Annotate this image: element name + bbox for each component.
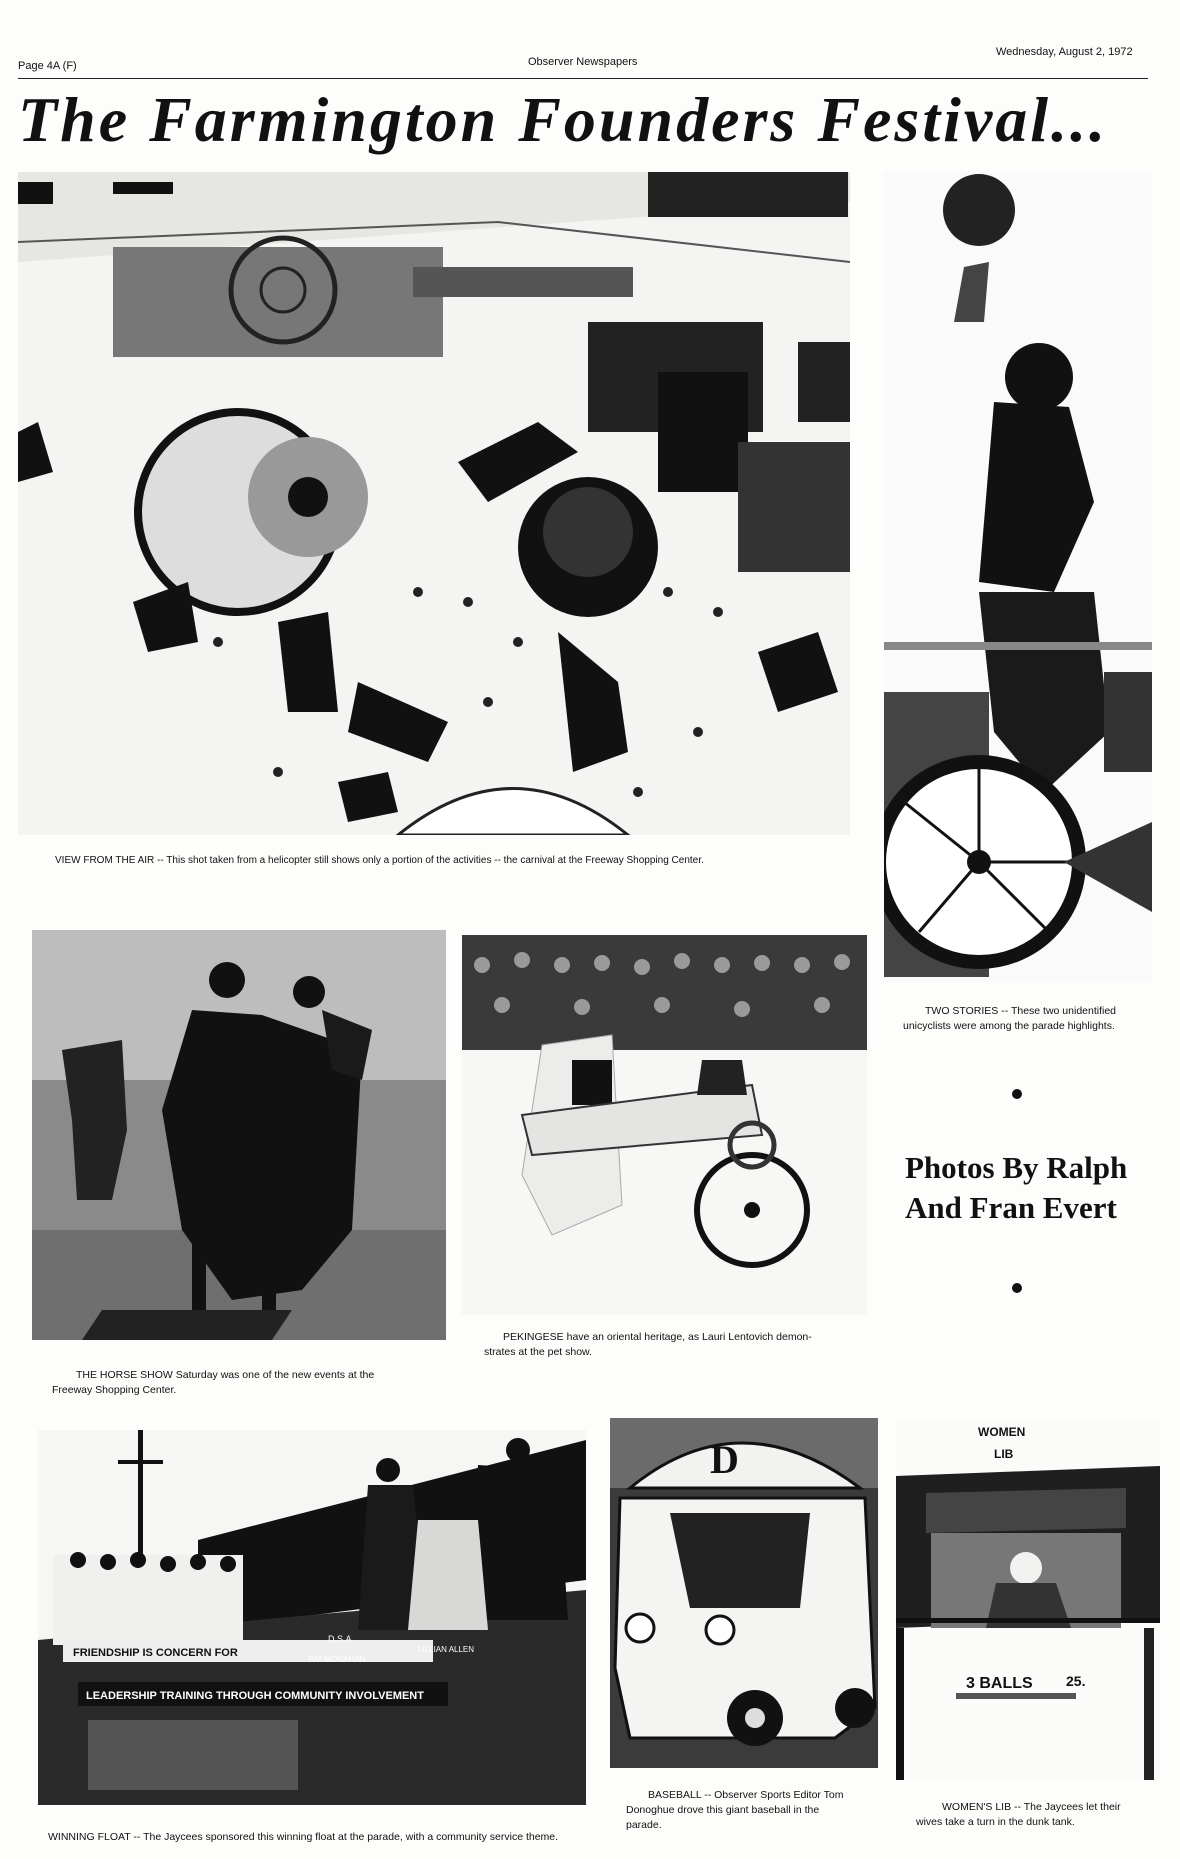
issue-date: Wednesday, August 2, 1972 [996,46,1133,58]
pekingese-caption-line1: PEKINGESE have an oriental heritage, as Lauri Lentovich demon- [503,1331,812,1343]
baseball-car-photo [610,1418,878,1768]
booth-sign-lib: LIB [994,1447,1014,1461]
bullet-dot [1012,1283,1022,1293]
dunk-tank-photo [896,1418,1160,1780]
horse-show-photo [32,930,446,1340]
page-number: Page 4A (F) [18,60,77,72]
winning-float-photo [38,1430,586,1805]
baseball-caption-line1: BASEBALL -- Observer Sports Editor Tom [648,1789,844,1801]
baseball-caption-line2: Donoghue drove this giant baseball in the [626,1804,820,1816]
unicycle-caption-line2: unicyclists were among the parade highlights. [903,1020,1115,1032]
womens-lib-caption-line2: wives take a turn in the dunk tank. [916,1816,1075,1828]
aerial-carnival-photo [18,172,850,835]
float-caption: WINNING FLOAT -- The Jaycees sponsored this winning float at the parade, with a community service theme. [48,1831,559,1843]
newspaper-name: Observer Newspapers [528,56,638,68]
pekingese-caption-line2: strates at the pet show. [484,1346,592,1358]
header-rule [18,78,1148,79]
pekingese-pet-show-photo [462,935,867,1315]
float-banner-text-1: FRIENDSHIP IS CONCERN FOR [73,1647,238,1659]
float-names-text-3: LILLIAN ALLEN [418,1645,475,1654]
booth-price-amount: 25. [1066,1673,1086,1689]
unicycle-photo [884,172,1152,982]
float-names-text-2: PAT MONAHAN [308,1655,366,1664]
horse-show-caption-line1: THE HORSE SHOW Saturday was one of the new events at the [76,1369,375,1381]
photo-credit-line1: Photos By Ralph [905,1150,1128,1185]
svg-text:D: D [710,1437,739,1482]
float-banner-text-2: LEADERSHIP TRAINING THROUGH COMMUNITY INVOLVEMENT [86,1690,424,1702]
float-names-text-1: D.S.A. [328,1634,355,1644]
photo-credit-line2: And Fran Evert [905,1190,1117,1225]
page-headline: The Farmington Founders Festival... [18,84,1109,155]
aerial-photo-caption: VIEW FROM THE AIR -- This shot taken from a helicopter still shows only a portion of the activities -- the carnival at the Freeway Shopping Center. [55,855,704,866]
baseball-caption-line3: parade. [626,1819,662,1831]
bullet-dot [1012,1089,1022,1099]
horse-show-caption-line2: Freeway Shopping Center. [52,1384,177,1396]
womens-lib-caption-line1: WOMEN'S LIB -- The Jaycees let their [942,1801,1121,1813]
unicycle-caption-line1: TWO STORIES -- These two unidentified [925,1005,1117,1017]
booth-price-balls: 3 BALLS [966,1675,1033,1692]
booth-sign-women: WOMEN [978,1425,1026,1439]
